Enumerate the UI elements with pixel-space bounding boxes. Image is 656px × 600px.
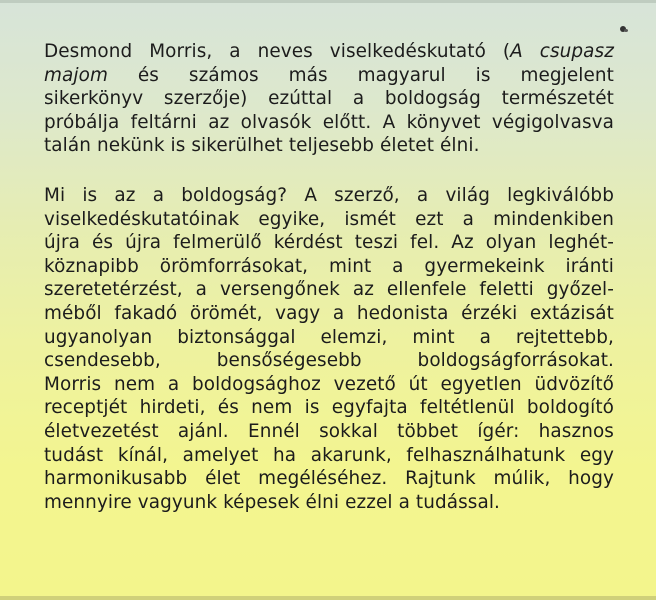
text-line: életvezetést ajánl. Ennél sokkal többet ígér: hasznos <box>44 420 614 442</box>
text-line: mennyire vagyunk képesek élni ezzel a tudással. <box>44 491 500 513</box>
text-line: Morris nem a boldogsághoz vezető út egyetlen üdvözítő <box>44 373 614 395</box>
print-speck-icon <box>620 26 626 32</box>
blurb-text <box>44 40 614 514</box>
text-line: szeretetérzést, a versengőnek az ellenfele feletti győzel- <box>44 279 614 301</box>
text-line: harmonikusabb élet megéléséhez. Rajtunk múlik, hogy <box>44 468 614 490</box>
text-line: talán nekünk is sikerülhet teljesebb életet élni. <box>44 135 480 157</box>
text-line: Mi is az a boldogság? A szerző, a világ legkiválóbb <box>44 184 614 206</box>
text-line: ugyanolyan biztonsággal elemzi, mint a rejtettebb, <box>44 326 614 348</box>
paragraph-intro <box>44 40 614 158</box>
text-line: újra és újra felmerülő kérdést teszi fel. Az olyan leghét- <box>44 232 614 254</box>
text-line: méből fakadó örömét, vagy a hedonista érzéki extázisát <box>44 302 614 324</box>
paragraph-body <box>44 184 614 514</box>
top-edge-shadow <box>0 0 656 3</box>
text-line: köznapibb örömforrásokat, mint a gyermekeink iránti <box>44 255 614 277</box>
text-line: viselkedéskutatóinak egyike, ismét ezt a mindenkiben <box>44 208 614 230</box>
bottom-edge-shadow <box>0 596 656 600</box>
text-line: csendesebb, bensőségesebb boldogságforrásokat. <box>44 350 614 372</box>
text-line: tudást kínál, amelyet ha akarunk, felhasználhatunk egy <box>44 444 614 466</box>
text-line: Desmond Morris, a neves viselkedéskutató (A csupasz <box>44 41 614 62</box>
text-line: majom és számos más magyarul is megjelent <box>44 64 614 86</box>
text-line: receptjét hirdeti, és nem is egyfajta feltétlenül boldogító <box>44 397 614 419</box>
text-line: sikerkönyv szerzője) ezúttal a boldogság természetét <box>44 88 614 110</box>
paragraph-gap <box>44 158 614 184</box>
text-line: próbálja feltárni az olvasók előtt. A könyvet végigolvasva <box>44 111 614 133</box>
